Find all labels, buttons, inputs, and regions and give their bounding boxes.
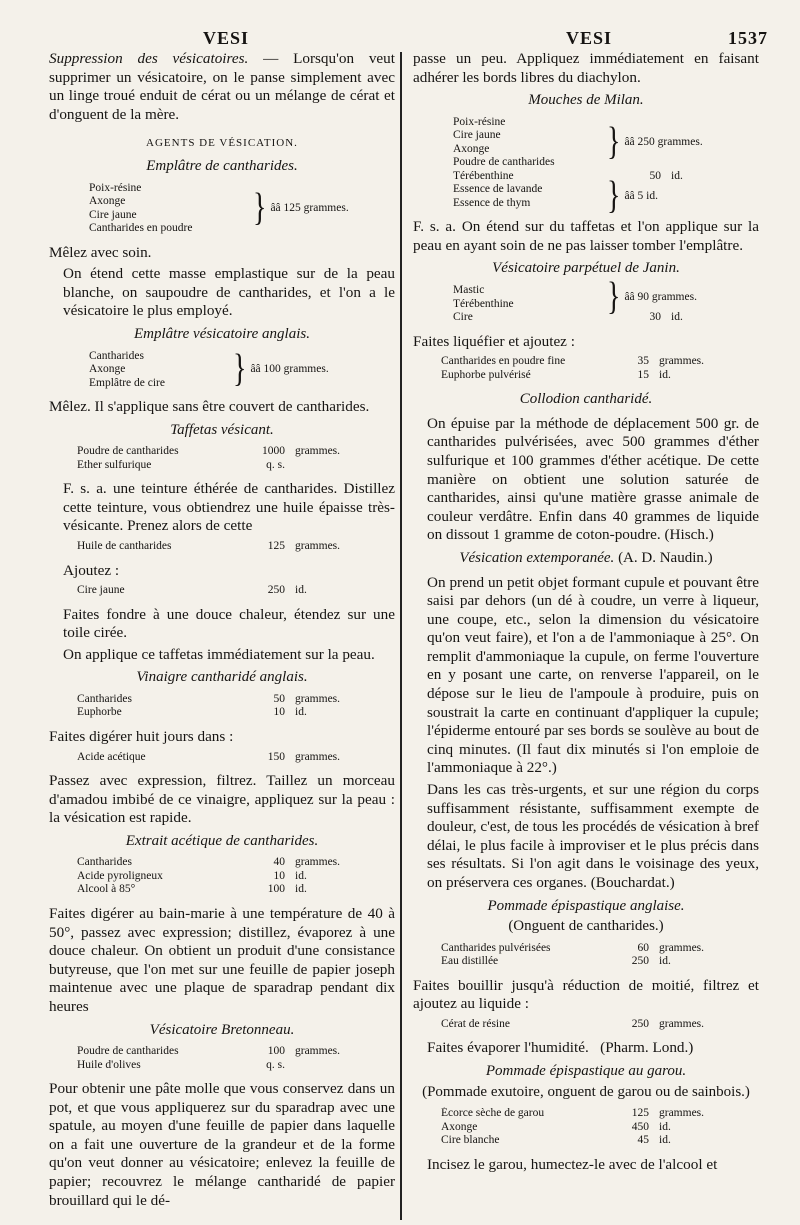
ingredient-unit: id. xyxy=(671,311,683,324)
ingredient-name: Cire blanche xyxy=(441,1134,500,1147)
recipe-title-extemporanee xyxy=(413,549,759,568)
brace: } xyxy=(233,347,247,391)
ingredient-qty: 100 xyxy=(267,1045,285,1058)
ingredient-quantity: ââ 250 grammes. xyxy=(624,136,703,149)
intro-paragraph xyxy=(49,50,395,124)
ingredient-qty: 250 xyxy=(631,955,649,968)
ingredient-qty: 30 xyxy=(649,311,661,324)
ingredient-row xyxy=(49,883,395,897)
ingredient-qty: 125 xyxy=(631,1107,649,1120)
ingredient-group xyxy=(89,347,395,391)
paragraph-source: (Pharm. Lond.) xyxy=(600,1039,694,1057)
ingredient-row xyxy=(413,942,759,956)
paragraph: On applique ce taffetas immédiatement sur la peau. xyxy=(63,645,375,663)
paragraph: Faites liquéfier et ajoutez : xyxy=(413,332,575,350)
recipe-title-milan: Mouches de Milan. xyxy=(528,92,644,109)
ingredient-qty: 50 xyxy=(649,169,661,182)
recipe-title-garou: Pommade épispastique au garou. xyxy=(485,1063,687,1080)
ingredient-row xyxy=(49,540,395,554)
paragraph: Faites digérer au bain-marie à une température de 40 à 50°, passez avec expression; distillez, évaporez à une douce chaleur. On obtient un produit d'une consistance butyreuse, que l'on met sur une feuille de papier joseph maintenue avec une plaque de sparadrap pendant dix heures xyxy=(49,904,395,1015)
title-author: (A. D. Naudin.) xyxy=(618,549,713,566)
recipe-title-extrait: Extrait acétique de cantharides. xyxy=(125,832,319,849)
recipe-subtitle: (Pommade exutoire, onguent de garou ou de sainbois.) xyxy=(422,1083,750,1100)
ingredient-name: Poudre de cantharides xyxy=(453,156,555,169)
ingredient-name: Acide pyroligneux xyxy=(77,869,163,882)
ingredient-row xyxy=(413,369,759,383)
paragraph: On épuise par la méthode de déplacement 500 gr. de cantharides pulvérisées, avec 500 grammes d'éther sulfurique et 100 grammes d'éther acétique. De cette manière on obtient une solution saturée de cantharides, ainsi qu'une matière grasse animale de couleur verdâtre. Enfin dans 40 grammes de liquide on dissout 1 gramme de coton-poudre. (Hisch.) xyxy=(427,414,759,544)
recipe-pommade-anglaise xyxy=(413,942,759,969)
paragraph: On prend un petit objet formant cupule et pouvant être saisi par dehors (un dé à coudre, un verre à liqueur, une coupe, etc., selon la dimension du vésicatoire qu'on veut faire), et l'on a de l'ammoniaque à 25°. On remplit d'ammoniaque la cupule, on ferme l'ouverture en y posant une carte, on renverse l'appareil, on le dépose sur le lieu de l'ampoule à produire, puis on soustrait la carte en continuant d'appliquer la cupule; l'épiderme entouré par ses bords se soulève au bout de cinq minutes. (Il faut dix minutés si l'on emploie de l'ammoniaque à 22°.) xyxy=(427,573,759,777)
ingredient-unit: id. xyxy=(671,169,683,182)
column-divider xyxy=(400,52,402,1220)
ingredient-name: Essence de lavande xyxy=(453,183,543,196)
ingredient-name: Huile d'olives xyxy=(77,1058,141,1071)
ingredient-name: Cantharides xyxy=(77,856,132,869)
recipe-janin xyxy=(413,275,759,325)
paragraph: Faites bouillir jusqu'à réduction de moitié, filtrez et ajoutez au liquide : xyxy=(413,976,759,1013)
ingredient-name: Poix-résine xyxy=(453,115,506,128)
recipe-title-taffetas: Taffetas vésicant. xyxy=(170,421,274,438)
ingredient-name: Axonge xyxy=(89,363,126,376)
ingredient-name: Cantharides pulvérisées xyxy=(441,941,551,954)
ingredient-name: Emplâtre de cire xyxy=(89,376,165,389)
ingredient-unit: grammes. xyxy=(659,941,705,954)
paragraph: F. s. a. On étend sur du taffetas et l'on applique sur la peau en ayant soin de ne pas laisser tomber l'emplâtre. xyxy=(413,218,759,254)
ingredient-name: Axonge xyxy=(441,1120,478,1133)
ingredient-name: Euphorbe xyxy=(77,706,122,719)
ingredient-qty: 250 xyxy=(631,1017,649,1030)
recipe-cerat xyxy=(413,1018,759,1032)
ingredient-row xyxy=(49,445,395,459)
ingredient-unit: id. xyxy=(295,883,307,896)
ingredient-qty: 35 xyxy=(637,355,649,368)
ingredient-name: Cantharides en poudre xyxy=(89,222,193,235)
left-column xyxy=(49,50,395,1213)
ingredient-row xyxy=(49,584,395,598)
ingredient-unit: id. xyxy=(659,955,671,968)
ingredient-qty: 250 xyxy=(267,584,285,597)
recipe-huile xyxy=(49,540,395,554)
recipe-anglais xyxy=(49,347,395,391)
ingredient-row xyxy=(413,355,759,369)
ingredient-name: Cantharides xyxy=(77,692,132,705)
paragraph: Dans les cas très-urgents, et sur une région du corps suffisamment résistante, suffisamment exempte de douleur, c'est, de tous les procédés de vésication à bref délai, le plus facile à improviser et le plus précis dans ses résultats. Si l'on agit dans le voisinage des yeux, on préservera ces organes. (Bouchardat.) xyxy=(427,781,759,891)
running-head-left: VESI xyxy=(203,28,250,48)
agents-heading: AGENTS DE VÉSICATION. xyxy=(146,137,298,150)
ingredient-row xyxy=(413,1107,759,1121)
recipe-title-vinaigre: Vinaigre cantharidé anglais. xyxy=(136,669,308,686)
ingredient-qty: 40 xyxy=(273,856,285,869)
ingredient-name: Cire xyxy=(453,311,473,324)
ingredient-group xyxy=(89,182,395,236)
ingredient-row xyxy=(413,1121,759,1135)
ingredient-row xyxy=(49,870,395,884)
ingredient-row xyxy=(49,751,395,765)
ingredient-name: Essence de thym xyxy=(453,196,531,209)
recipe-acide xyxy=(49,751,395,765)
ingredient-qty: 1000 xyxy=(262,445,285,458)
ingredient-unit: id. xyxy=(295,584,307,597)
recipe-garou xyxy=(413,1107,759,1148)
ingredient-unit: id. xyxy=(295,706,307,719)
recipe-milan xyxy=(413,115,759,218)
ingredient-name: Acide acétique xyxy=(77,750,146,763)
recipe-title-anglais: Emplâtre vésicatoire anglais. xyxy=(134,325,310,342)
paragraph xyxy=(413,1039,759,1058)
recipe-title-collodion: Collodion cantharidé. xyxy=(519,391,653,408)
ingredient-qty: 10 xyxy=(273,706,285,719)
ingredient-name: Poudre de cantharides xyxy=(77,445,179,458)
ingredient-row xyxy=(413,1018,759,1032)
ingredient-unit: id. xyxy=(659,1120,671,1133)
paragraph: Passez avec expression, filtrez. Taillez un morceau d'amadou imbibé de ce vinaigre, appliquez sur la peau : la vésication est rapide. xyxy=(49,772,395,827)
ingredient-name: Eau distillée xyxy=(441,955,499,968)
paragraph: Mêlez. Il s'applique sans être couvert de cantharides. xyxy=(49,398,370,416)
ingredient-qty: 60 xyxy=(637,941,649,954)
ingredient-name: Cérat de résine xyxy=(441,1017,510,1030)
ingredient-qty: 125 xyxy=(267,540,285,552)
paragraph: passe un peu. Appliquez immédiatement en faisant adhérer les bords libres du diachylon. xyxy=(413,50,759,86)
paragraph: Faites digérer huit jours dans : xyxy=(49,727,234,745)
ingredient-name: Poudre de cantharides xyxy=(77,1045,179,1058)
ingredient-qty: q. s. xyxy=(266,458,285,471)
ingredient-row xyxy=(413,311,759,325)
ingredient-name: Écorce sèche de garou xyxy=(441,1107,545,1120)
recipe-subtitle: (Onguent de cantharides.) xyxy=(508,918,664,935)
ingredient-unit: grammes. xyxy=(295,1045,341,1058)
ingredient-unit: id. xyxy=(295,869,307,882)
recipe-title-bretonneau: Vésicatoire Bretonneau. xyxy=(149,1021,295,1038)
ingredient-row xyxy=(49,856,395,870)
ingredient-unit: grammes. xyxy=(659,1017,705,1030)
paragraph: On étend cette masse emplastique sur de la peau blanche, on saupoudre de cantharides, et l'on a le vésicatoire le plus employé. xyxy=(63,265,395,320)
ingredient-row xyxy=(49,1045,395,1059)
ingredient-qty: 450 xyxy=(631,1120,649,1133)
ingredient-row xyxy=(49,706,395,720)
brace: } xyxy=(607,120,621,164)
paragraph: Incisez le garou, humectez-le avec de l'alcool et xyxy=(427,1155,718,1173)
ingredient-name: Cire jaune xyxy=(89,208,137,221)
ingredient-quantity: ââ 100 grammes. xyxy=(250,363,329,376)
paragraph: Faites fondre à une douce chaleur, étendez sur une toile cirée. xyxy=(63,605,395,642)
ingredient-row xyxy=(413,1134,759,1148)
brace: } xyxy=(607,275,621,319)
ingredient-name: Cire jaune xyxy=(77,584,125,597)
recipe-title-emplatre: Emplâtre de cantharides. xyxy=(146,157,298,174)
running-head-right: VESI xyxy=(566,28,613,48)
ingredient-name: Cantharides en poudre fine xyxy=(441,355,566,368)
recipe-taffetas xyxy=(49,445,395,472)
paragraph: Ajoutez : xyxy=(63,561,120,579)
ingredient-unit: id. xyxy=(659,1134,671,1147)
paragraph-text: Faites évaporer l'humidité. xyxy=(427,1039,589,1057)
ingredient-unit: grammes. xyxy=(295,856,341,869)
intro-text: — Lorsqu'on veut supprimer un vésicatoire, on le panse simplement avec un linge troué enduit de cérat ou un mélange de cérat et d'onguent de la mère. xyxy=(49,50,395,123)
paragraph: Mêlez avec soin. xyxy=(49,243,152,261)
ingredient-row xyxy=(413,955,759,969)
ingredient-unit: grammes. xyxy=(295,750,341,763)
recipe-extrait xyxy=(49,856,395,897)
ingredient-qty: 100 xyxy=(267,883,285,896)
ingredient-name: Axonge xyxy=(453,142,490,155)
ingredient-quantity: ââ 5 id. xyxy=(624,190,658,203)
recipe-title-janin: Vésicatoire parpétuel de Janin. xyxy=(492,260,680,277)
ingredient-row xyxy=(49,1059,395,1073)
intro-italic: Suppression des vésicatoires. xyxy=(49,50,249,67)
recipe-title-pommade-anglaise: Pommade épispastique anglaise. xyxy=(487,897,685,914)
ingredient-qty: 10 xyxy=(273,869,285,882)
recipe-cire xyxy=(49,584,395,598)
ingredient-quantity: ââ 90 grammes. xyxy=(624,290,697,303)
ingredient-name: Euphorbe pulvérisé xyxy=(441,368,531,381)
ingredient-group xyxy=(453,116,759,170)
ingredient-name: Térébenthine xyxy=(453,169,514,182)
ingredient-qty: 50 xyxy=(273,692,285,705)
ingredient-unit: id. xyxy=(659,368,671,381)
ingredient-name: Cire jaune xyxy=(453,129,501,142)
recipe-emplatre xyxy=(49,182,395,236)
brace: } xyxy=(253,186,267,230)
recipe-liquefier xyxy=(413,355,759,382)
ingredient-row xyxy=(49,459,395,473)
ingredient-name: Ether sulfurique xyxy=(77,458,152,471)
paragraph: F. s. a. une teinture éthérée de cantharides. Distillez cette teinture, vous obtiendrez une huile épaisse très-vésicante. Prenez alors de cette xyxy=(63,480,395,535)
ingredient-name: Poix-résine xyxy=(89,181,142,194)
ingredient-row xyxy=(413,170,759,184)
ingredient-unit: grammes. xyxy=(295,692,341,705)
ingredient-unit: grammes. xyxy=(295,540,341,552)
ingredient-qty: q. s. xyxy=(266,1058,285,1071)
brace: } xyxy=(607,174,621,218)
ingredient-name: Axonge xyxy=(89,195,126,208)
recipe-bretonneau xyxy=(49,1045,395,1072)
ingredient-name: Térébenthine xyxy=(453,297,514,310)
ingredient-qty: 15 xyxy=(637,368,649,381)
ingredient-name: Cantharides xyxy=(89,349,144,362)
right-column xyxy=(413,50,759,1177)
title-text: Vésication extemporanée. xyxy=(459,549,615,566)
ingredient-row xyxy=(49,693,395,707)
ingredient-name: Mastic xyxy=(453,284,485,297)
ingredient-name: Alcool à 85° xyxy=(77,883,136,896)
ingredient-quantity: ââ 125 grammes. xyxy=(270,201,349,214)
ingredient-qty: 150 xyxy=(267,750,285,763)
ingredient-unit: grammes. xyxy=(659,1107,705,1120)
recipe-vinaigre xyxy=(49,693,395,720)
paragraph: Pour obtenir une pâte molle que vous conservez dans un pot, et que vous appliquerez sur du sparadrap avec une spatule, au moyen d'une feuille de papier dans laquelle on a fait une ouverture de la grandeur et de la forme qu'on veut donner au vésicatoire; enlevez la feuille de papier; recouvrez le mélange cantharidé de papier brouillard qui le dé- xyxy=(49,1080,395,1209)
ingredient-unit: grammes. xyxy=(295,445,341,458)
ingredient-unit: grammes. xyxy=(659,355,705,368)
ingredient-name: Huile de cantharides xyxy=(77,540,172,552)
ingredient-qty: 45 xyxy=(637,1134,649,1147)
page-number: 1537 xyxy=(728,28,768,48)
